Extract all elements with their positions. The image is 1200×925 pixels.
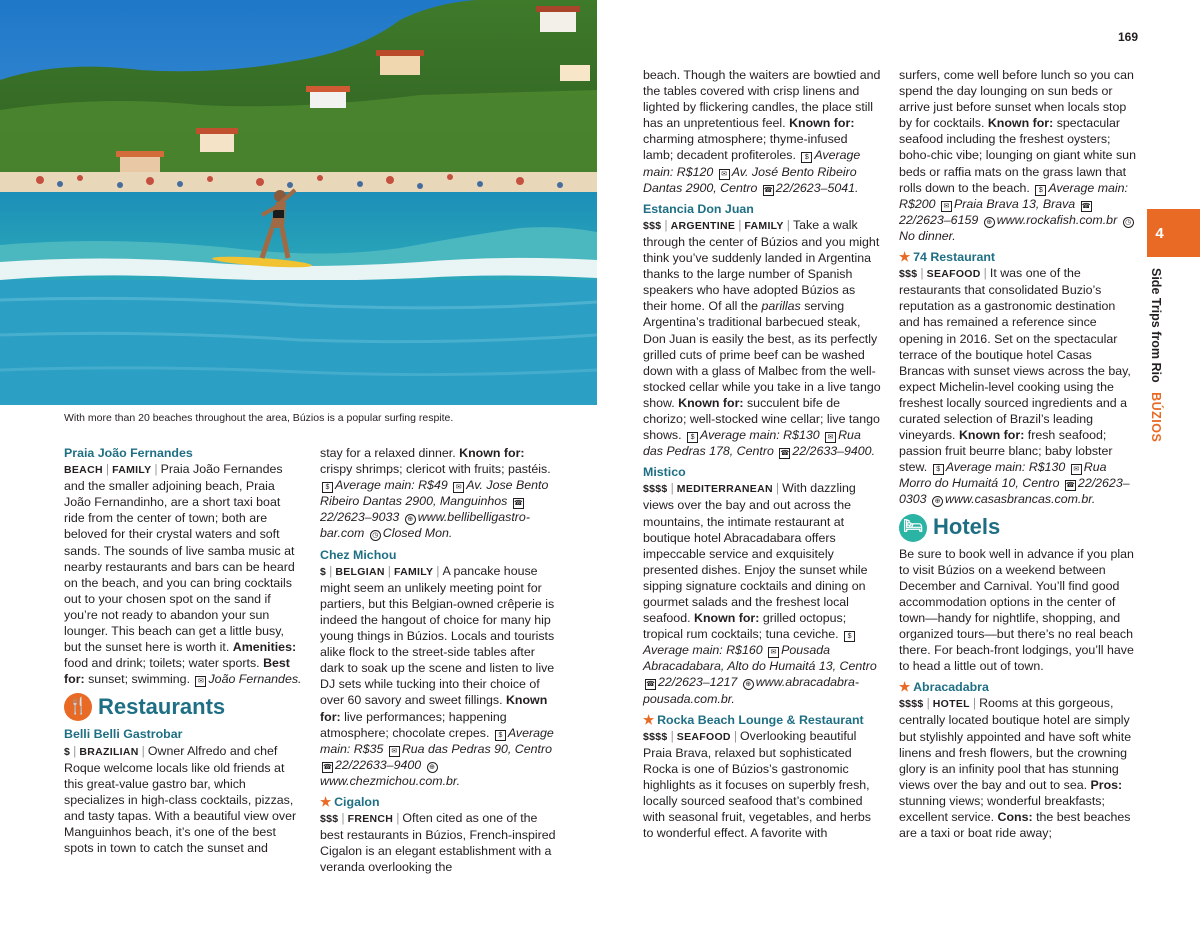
knownfor: crispy shrimps; clericot with fruits; pastéis. [320,462,551,477]
average-main: Average main: R$130 [945,460,1066,475]
website: www.casasbrancas.com.br. [945,492,1096,507]
address-icon: ✉ [719,169,730,180]
price-icon: $ [933,464,944,475]
phone-icon: ☎ [513,500,523,508]
hotels-heading [899,514,1139,542]
photo-caption: With more than 20 beaches throughout the area, Búzios is a popular surfing respite. [64,412,454,424]
price-icon: $ [687,432,698,443]
address: Pousada Abracadabara, Alto do Humaitá 13, Centro [643,643,877,674]
tag: BELGIAN [335,565,385,578]
restaurants-heading [64,693,302,721]
tag: BEACH [64,464,103,477]
entry-title-estancia: Estancia Don Juan [643,201,754,216]
average-main: Average main: R$130 [700,428,820,443]
knownfor: spectacular seafood including the freshest oysters; boho-chic vibe; lounging on giant white sun beds or raffia mats on the grass lawn that rolls down to the beach. [899,116,1136,195]
phone: 22/2623–1217 [658,675,738,690]
entry-title-praia-joao: Praia João Fernandes [64,446,193,460]
entry-title-mistico: Mistico [643,465,686,480]
price-icon: $ [322,482,333,493]
star-icon: ★ [643,712,655,727]
price-tag: $$$ [320,813,339,826]
column-3 [643,67,881,841]
entry-body: With dazzling views over the bay and out across the mountains, the intimate restaurant at boutique hotel Abracadabara offers impeccable service and exquisitely presented dishes. Enjoy the sunset while sipping signature cocktails and dining on gourmet salads and the freshest local seafood. [643,481,868,626]
address-icon: ✉ [941,201,952,212]
fork-knife-icon: 🍴 [64,693,92,721]
star-icon: ★ [320,794,332,809]
chapter-number: 4 [1155,224,1164,242]
entry-title-text: 74 Restaurant [913,250,996,265]
tag: SEAFOOD [926,268,981,281]
pros: stunning views; wonderful breakfasts; excellent service. [899,793,1105,825]
pros-label: Pros: [1090,777,1123,792]
address: Av. José Bento Ribeiro Dantas 2900, Centro [643,164,857,195]
entry-body: Owner Alfredo and chef Roque welcome locals like old friends at this great-value gastro bar, which specializes in high-class cocktails, pizzas, and tasty tapas. With a beautiful view over Manguinhos beach, it’s one of the best spots in town to catch the sunset and [64,743,297,856]
entry-body: Take a walk through the center of Búzios and you might think you’ve suddenly landed in Argentina thanks to the large number of Spanish speakers who have adopted Búzios as their home. Of all the [643,217,880,314]
knownfor-label: Known for: [459,446,525,460]
globe-icon: ⊕ [743,679,754,690]
entry-body: beach. Though the waiters are bowtied and the tables covered with crisp linens and lighted by flickering candles, the place still has an unpretentious feel. [643,68,881,131]
entry-body: Overlooking beautiful Praia Brava, relaxed but sophisticated Rocka is one of Búzios’s gastronomic highlights as it focuses on superbly fresh, locally sourced seafood that’s combined with seasonal fruit, vegetables, and herbs to wonderful effect. A favorite with [643,728,871,841]
tag: FAMILY [744,219,784,232]
entry-mistico: $$$$ | MEDITERRANEAN | With dazzling views over the bay and out across the mountains, the intimate restaurant at boutique hotel Abracadabara offers impeccable service and exquisitely presented dishes. Enjoy the sunset while sipping signature cocktails and dining on gourmet salads and the freshest local seafood. Known for: grilled octopus; tropical rum cocktails; tuna ceviche. $Average main: R$160 ✉ Pousada Abracadabara, Alto do Humaitá 13, Centro ☎ 22/2623–1217 ⊕ www.abracadabra-pousada.com.br. [643,481,877,706]
knownfor: fresh seafood; passion fruit beurre blanc; baby lobster stew. [899,428,1113,475]
phone-icon: ☎ [780,450,790,458]
entry-body: serving Argentina’s traditional barbecued steak, Don Juan is easily the best, as its perfectly grilled cuts of prime beef can be washed down with a glass of Malbec from the well-stocked cellar while you take in a live tango show. [643,299,881,410]
address: Praia Brava 13, Brava [953,196,1076,211]
closed-info: No dinner. [899,228,956,243]
globe-icon: ⊕ [932,496,943,507]
entry-abracadabra: $$$$ | HOTEL | Rooms at this gorgeous, centrally located boutique hotel are simply but stylishly appointed and have soft white linens and fresh flowers, but the crowning glory is an infinity pool that has stunning views over the bay and out to sea. Pros: stunning views; wonderful breakfasts; excellent service. Cons: the best beaches are a taxi or boat ride away; [899,696,1132,841]
knownfor-label: Known for: [320,693,548,724]
entry-body: Often cited as one of the best restaurants in Búzios, French-inspired Cigalon is an elegant establishment with a veranda overlooking the [320,811,556,875]
price-tag: $ [64,745,71,758]
phone: 22/2633–9400. [792,444,876,459]
entry-title-text: Cigalon [334,794,380,809]
globe-icon: ⊕ [427,762,438,773]
address-icon: ✉ [1071,464,1082,475]
price-tag: $$$$ [643,730,668,743]
entry-title-74 [899,249,1139,265]
entry-chez: $ | BELGIAN | FAMILY | A pancake house might seem an unlikely meeting point for partiers, but this Belgian-owned crêperie is indeed the hangout of choice for many hip young things in Búzios. Locals and tourists alike flock to the street-side tables after dark to soak up the scene and listen to live DJ sets while tucking into their choice of over 60 savory and sweet fillings. Known for: live performances; happening atmosphere; chocolate crepes. $ Average main: R$35 ✉ Rua das Pedras 90, Centro ☎ 22/22633–9400 ⊕www.chezmichou.com.br. [320,563,555,788]
address-icon: ✉ [453,482,464,493]
price-icon: $ [1035,185,1046,196]
entry-praia-joao: BEACH | FAMILY | Praia João Fernandes and the smaller adjoining beach, Praia João Fernandinho, are a short taxi boat ride from the center of town; both are beloved for their crystal waters and soft sands. The sounds of live samba music at nearby restaurants and bars can be heard on the beach, and you can bring cocktails out to your chosen spot on the sand if you’re not ready to abandon your sun lounger. This beach can get a little busy, but the sunset here is worth it. Amenities: food and drink; toilets; water sports. Best for: sunset; swimming. ✉ João Fernandes. [64,462,302,687]
entry-title-chez: Chez Michou [320,547,397,562]
tag: ARGENTINE [670,219,736,232]
entry-belli: $ | BRAZILIAN | Owner Alfredo and chef Roque welcome locals like old friends at this great-value gastro bar, which specializes in high-class cocktails, pizzas, and tasty tapas. With a beautiful view over Manguinhos beach, it’s one of the best spots in town to catch the sunset and [64,743,297,856]
closed-info: Closed Mon. [382,526,453,541]
amenities-label: Amenities: [232,640,297,655]
phone: 22/2623–0303 [899,476,1130,507]
entry-estancia: $$$ | ARGENTINE | FAMILY | Take a walk through the center of Búzios and you might think you’ve suddenly landed in Argentina thanks to the large number of Spanish speakers who have adopted Búzios as their home. Of all the parillas serving Argentina’s traditional barbecued steak, Don Juan is easily the best, as its perfectly grilled cuts of prime beef can be washed down with a glass of Malbec from the well-stocked cellar while you take in a live tango show. Known for: succulent bife de chorizo; well-stocked wine cellar; live tango shows. $ Average main: R$130 ✉ Rua das Pedras 178, Centro ☎ 22/2633–9400. [643,217,881,459]
entry-body-italic: parillas [761,299,801,314]
tag: MEDITERRANEAN [676,483,773,496]
address: João Fernandes. [208,672,302,687]
phone: 22/2623–9033 [320,510,400,525]
bed-icon: 🛏 [899,514,927,542]
price-tag: $$$ [643,219,662,232]
entry-title-cigalon [320,794,560,810]
phone: 22/2623–5041. [775,180,859,195]
phone-icon: ☎ [646,681,655,689]
phone-icon: ☎ [763,186,773,194]
cons-label: Cons: [997,810,1033,825]
entry-title-rocka [643,712,881,728]
knownfor-label: Known for: [789,116,855,131]
entry-body: Rooms at this gorgeous, centrally located boutique hotel are simply but stylishly appointed and have soft white linens and fresh flowers, but the crowning glory is an infinity pool that has stunning views over the bay and out to sea. [899,696,1132,792]
address-icon: ✉ [825,432,836,443]
amenities: food and drink; toilets; water sports. [64,656,260,671]
cons: the best beaches are a taxi or boat ride away; [899,810,1131,841]
entry-rocka-cont [899,67,1139,244]
price-tag: $$$$ [899,698,924,711]
website: www.chezmichou.com.br. [320,773,461,788]
average-main: Average main: R$120 [643,148,861,179]
entry-belli-cont [320,445,560,542]
entry-body: stay for a relaxed dinner. [320,446,456,460]
tag: FRENCH [347,813,394,826]
star-icon: ★ [899,680,911,695]
knownfor: succulent bife de chorizo; well-stocked wine cellar; live tango shows. [643,395,880,443]
hotels-heading-text: Hotels [933,514,1001,540]
price-tag: $$$$ [643,483,668,496]
tag: HOTEL [932,698,970,711]
entry-rocka: $$$$ | SEAFOOD | Overlooking beautiful Praia Brava, relaxed but sophisticated Rocka is one of Búzios’s gastronomic highlights as it focuses on superbly fresh, locally sourced seafood that’s combined with seasonal fruit, vegetables, and herbs to wonderful effect. A favorite with [643,728,871,841]
address-icon: ✉ [389,746,400,757]
globe-icon: ⊕ [984,217,995,228]
running-head-chapter: Side Trips from Rio [1149,268,1163,383]
phone-icon: ☎ [1081,202,1091,210]
knownfor-label: Known for: [987,116,1054,131]
clock-icon: ◷ [370,530,381,541]
column-2 [320,445,560,875]
entry-body: A pancake house might seem an unlikely meeting point for partiers, but this Belgian-owned crêperie is indeed the hangout of choice for many hip young things in Búzios. Locals and tourists alike flock to the street-side tables after dark to soak up the scene and listen to live DJ sets while tucking into their choice of over 60 savory and sweet fillings. [320,563,555,708]
entry-body: It was one of the restaurants that consolidated Buzio’s reputation as a gastronomic destination and has remained a reference since opening in 2016. Set on the spectacular terrace of the boutique hotel Casas Brancas with sunset views across the bay, expect Michelin-level cooking using the freshest locally sourced ingredients and a curated selection of Brazil’s leading vineyards. [899,266,1131,443]
hotels-intro: Be sure to book well in advance if you plan to visit Búzios on a weekend between December and Carnival. You’ll find good accommodation options in the center of town—handy for nightlife, shopping, and organized tours—but there’s no real beach there. For beach-front lodgings, you’ll have to head a little out of town. [899,546,1134,674]
entry-74: $$$ | SEAFOOD | It was one of the restaurants that consolidated Buzio’s reputation as a gastronomic destination and has remained a reference since opening in 2016. Set on the spectacular terrace of the boutique hotel Casas Brancas with sunset views across the bay, expect Michelin-level cooking using the freshest locally sourced ingredients and a curated selection of Brazil’s leading vineyards. Known for: fresh seafood; passion fruit beurre blanc; baby lobster stew. $ Average main: R$130 ✉ Rua Morro do Humaitá 10, Centro ☎ 22/2623–0303 ⊕ www.casasbrancas.com.br. [899,266,1131,507]
phone-icon: ☎ [1066,482,1075,490]
knownfor: grilled octopus; tropical rum cocktails; tuna ceviche. [643,611,847,642]
knownfor-label: Known for: [958,428,1025,443]
globe-icon: ⊕ [405,514,416,525]
average-main: Average main: R$49 [335,478,448,493]
phone-icon: ☎ [323,763,332,771]
price-tag: $ [320,565,327,578]
entry-title-belli: Belli Belli Gastrobar [64,727,183,742]
entry-title-abracadabra [899,679,1139,695]
address-icon: ✉ [195,676,206,687]
page-number: 169 [1118,30,1139,44]
running-head [1133,268,1173,443]
website: www.rockafish.com.br [996,212,1118,227]
tag: SEAFOOD [676,730,731,743]
tag: FAMILY [112,464,152,477]
chapter-tab [1147,209,1200,257]
address: Av. Jose Bento Ribeiro Dantas 2900, Manguinhos [320,478,549,509]
knownfor: charming atmosphere; thyme-infused lamb; decadent profiteroles. [643,132,848,163]
price-icon: $ [844,631,855,642]
clock-icon: ◷ [1123,217,1134,228]
entry-title-text: Abracadabra [913,680,989,695]
website: www.abracadabra-pousada.com.br. [643,675,860,706]
running-head-section: BÚZIOS [1149,392,1163,443]
price-tag: $$$ [899,268,918,281]
star-icon: ★ [899,250,911,265]
restaurants-heading-text: Restaurants [98,694,226,720]
average-main: Average main: R$160 [643,643,763,658]
entry-title-text: Rocka Beach Lounge & Restaurant [657,712,864,727]
entry-body: surfers, come well before lunch so you can spend the day lounging on sun beds or arrive just before sunset when locals stop by for cocktails. [899,68,1134,131]
column-1 [64,445,302,856]
price-icon: $ [801,152,812,163]
address: Rua Morro do Humaitá 10, Centro [899,460,1107,491]
address: Rua das Pedras 90, Centro [401,741,552,756]
phone: 22/2623–6159 [899,212,979,227]
entry-cigalon-cont [643,67,881,196]
bestfor: sunset; swimming. [88,672,191,687]
price-icon: $ [495,730,506,741]
entry-body: Praia João Fernandes and the smaller adjoining beach, Praia João Fernandinho, are a short taxi boat ride from the center of town; both are beloved for their crystal waters and soft sands. The sounds of live samba music at nearby restaurants and bars can be heard on the beach, and you can bring cocktails out to your chosen spot on the sand if you’re not ready to abandon your sun lounger. This beach can get a little busy, but the sunset here is worth it. [64,462,295,655]
knownfor-label: Known for: [678,395,744,410]
knownfor: live performances; happening atmosphere; chocolate crepes. [320,709,507,740]
bestfor-label: Best for: [64,656,290,687]
address-icon: ✉ [768,647,779,658]
beach-photo [0,0,597,405]
entry-cigalon: $$$ | FRENCH | Often cited as one of the best restaurants in Búzios, French-inspired Cigalon is an elegant establishment with a veranda overlooking the [320,811,556,875]
website: www.bellibelligastro-bar.com [320,510,530,541]
tag: FAMILY [393,565,434,578]
knownfor-label: Known for: [694,611,760,626]
surfer-beach-illustration [0,0,597,405]
average-main: Average main: R$35 [320,725,554,756]
address: Rua das Pedras 178, Centro [643,428,861,459]
phone: 22/22633–9400 [335,757,422,772]
average-main: Average main: R$200 [899,180,1128,211]
tag: BRAZILIAN [79,745,139,758]
column-4 [899,67,1139,841]
